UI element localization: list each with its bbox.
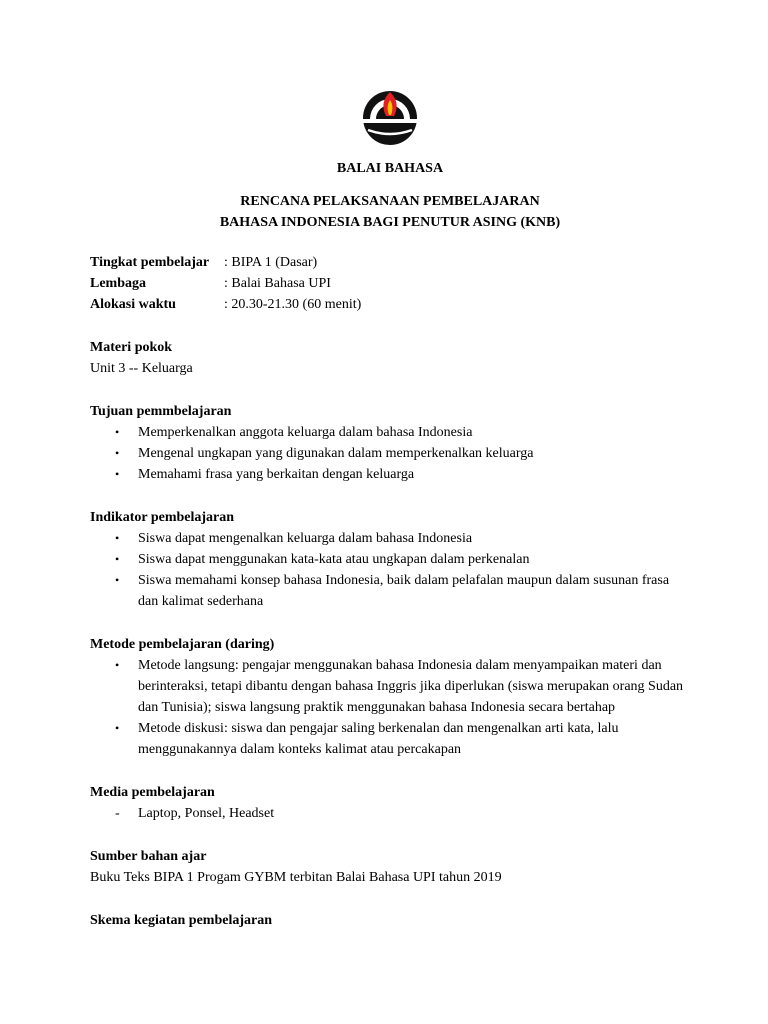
bullet-icon: •	[115, 573, 120, 587]
list-item: • Memahami frasa yang berkaitan dengan keluarga	[90, 464, 690, 485]
list-item: • Memperkenalkan anggota keluarga dalam bahasa Indonesia	[90, 422, 690, 443]
section-media	[90, 782, 690, 824]
list-item: • Metode diskusi: siswa dan pengajar saling berkenalan dan mengenalkan arti kata, lalu menggunakannya dalam konteks kalimat atau percakapan	[90, 718, 690, 760]
section-title: Tujuan pemmbelajaran	[90, 404, 232, 419]
info-row	[90, 294, 690, 315]
info-label: Tingkat pembelajar	[90, 255, 210, 270]
info-label: Lembaga	[90, 276, 146, 291]
section-title: Sumber bahan ajar	[90, 849, 207, 864]
section-metode	[90, 634, 690, 760]
section-title: Indikator pembelajaran	[90, 510, 235, 525]
info-label: Alokasi waktu	[90, 297, 176, 312]
dash-marker: -	[115, 806, 120, 821]
list-item: • Metode langsung: pengajar menggunakan bahasa Indonesia dalam menyampaikan materi dan berinteraksi, tetapi dibantu dengan bahasa Inggris jika diperlukan (siswa merupakan orang Sudan dan Tunisia); siswa langsung praktik menggunakan bahasa Indonesia secara bertahap	[90, 655, 690, 718]
bullet-icon: •	[115, 446, 120, 460]
bullet-icon: •	[115, 658, 120, 672]
section-title: Materi pokok	[90, 340, 173, 355]
list-item: • Siswa dapat mengenalkan keluarga dalam bahasa Indonesia	[90, 528, 690, 549]
bullet-icon: •	[115, 425, 120, 439]
org-name: BALAI BAHASA	[336, 161, 444, 176]
info-value: : 20.30-21.30 (60 menit)	[224, 297, 362, 312]
dash-list	[90, 803, 690, 824]
list-item: • Siswa dapat menggunakan kata-kata atau ungkapan dalam perkenalan	[90, 549, 690, 570]
bullet-list	[90, 528, 690, 612]
section-skema	[90, 910, 690, 931]
bullet-icon: •	[115, 721, 120, 735]
info-row	[90, 273, 690, 294]
section-sumber	[90, 846, 690, 888]
section-text: Buku Teks BIPA 1 Progam GYBM terbitan Balai Bahasa UPI tahun 2019	[90, 870, 502, 885]
list-item: • Mengenal ungkapan yang digunakan dalam memperkenalkan keluarga	[90, 443, 690, 464]
document-page	[90, 86, 690, 931]
bullet-list	[90, 422, 690, 485]
bullet-icon: •	[115, 552, 120, 566]
bullet-icon: •	[115, 467, 120, 481]
doc-title-line2: BAHASA INDONESIA BAGI PENUTUR ASING (KNB)	[219, 215, 561, 230]
section-text: Unit 3 -- Keluarga	[90, 361, 193, 376]
section-materi	[90, 337, 690, 379]
section-title: Media pembelajaran	[90, 785, 215, 800]
info-block	[90, 252, 690, 315]
bullet-list	[90, 655, 690, 760]
section-title: Metode pembelajaran (daring)	[90, 637, 275, 652]
info-value: : BIPA 1 (Dasar)	[224, 255, 318, 270]
section-indikator	[90, 507, 690, 612]
info-value: : Balai Bahasa UPI	[224, 276, 331, 291]
section-title: Skema kegiatan pembelajaran	[90, 913, 272, 928]
doc-title-line1: RENCANA PELAKSANAAN PEMBELAJARAN	[240, 194, 540, 209]
list-item: • Siswa memahami konsep bahasa Indonesia, baik dalam pelafalan maupun dalam susunan frasa dan kalimat sederhana	[90, 570, 690, 612]
section-tujuan	[90, 401, 690, 485]
upi-logo-icon	[360, 86, 420, 146]
info-row	[90, 252, 690, 273]
list-item: - Laptop, Ponsel, Headset	[90, 803, 690, 824]
bullet-icon: •	[115, 531, 120, 545]
